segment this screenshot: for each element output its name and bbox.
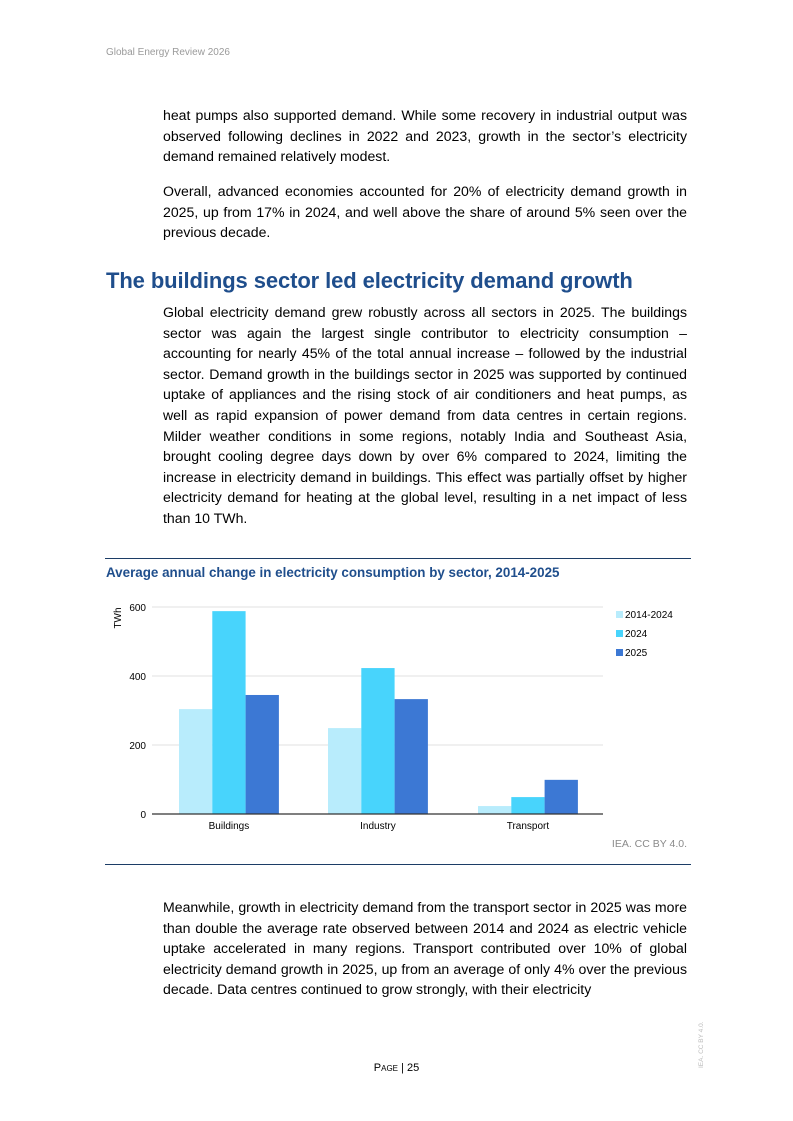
paragraph-advanced-economies: Overall, advanced economies accounted for 20% of electricity demand growth in 2025, up from 17% in 2024, and well above the share of around 5% seen over the previous decade. <box>163 183 687 241</box>
page-number-value: 25 <box>406 1062 420 1074</box>
y-axis-label: TWh <box>113 607 124 629</box>
x-tick-label: Industry <box>360 821 396 832</box>
legend-swatch <box>616 611 623 618</box>
bar-industry-2025 <box>395 699 428 814</box>
y-tick-label: 400 <box>129 672 146 683</box>
bar-industry-2024 <box>361 668 394 814</box>
legend-label: 2025 <box>625 648 648 659</box>
y-tick-label: 0 <box>140 810 146 821</box>
paragraph-transport: Meanwhile, growth in electricity demand from the transport sector in 2025 was more than double the average rate observed between 2014 and 2024 as electric vehicle uptake accelerated in many regions. Transport contributed over 10% of global electricity demand growth in 2025, up from an average of only 4% over the previous decade. Data centres continued to grow strongly, with their electricity <box>163 899 687 998</box>
bar-buildings-2014-2024 <box>179 709 212 814</box>
chart-plot <box>100 590 700 840</box>
bar-transport-2025 <box>545 780 578 814</box>
chart-title: Average annual change in electricity consumption by sector, 2014-2025 <box>106 565 560 580</box>
y-tick-label: 600 <box>129 603 146 614</box>
running-header: Global Energy Review 2026 <box>106 47 230 58</box>
legend-swatch <box>616 630 623 637</box>
legend-swatch <box>616 649 623 656</box>
paragraph-buildings: Global electricity demand grew robustly across all sectors in 2025. The buildings sector was again the largest single contributor to electricity consumption – accounting for nearly 45% of the total annual increase – followed by the industrial sector. Demand growth in the buildings sector in 2025 was supported by continued uptake of appliances and the rising stock of air conditioners and heat pumps, as well as rapid expansion of power demand from data centres in certain regions. Milder weather conditions in some regions, notably India and Southeast Asia, brought cooling degree days down by over 6% compared to 2024, limiting the increase in electricity demand in buildings. This effect was partially offset by higher electricity demand for heating at the global level, resulting in a net impact of less than 10 TWh. <box>163 304 687 526</box>
x-tick-label: Buildings <box>208 821 250 832</box>
bar-buildings-2024 <box>212 611 245 814</box>
y-tick-label: 200 <box>129 741 146 752</box>
bar-chart <box>100 590 700 840</box>
bar-transport-2014-2024 <box>478 806 511 814</box>
bar-transport-2024 <box>511 797 544 814</box>
chart-bottom-rule <box>105 864 691 865</box>
bar-buildings-2025 <box>246 695 279 814</box>
paragraph-industry: heat pumps also supported demand. While some recovery in industrial output was observed following declines in 2022 and 2023, growth in the sector’s electricity demand remained relatively modest. <box>163 107 687 165</box>
page-separator: | <box>398 1062 407 1074</box>
legend-label: 2014-2024 <box>625 610 673 621</box>
chart-top-rule <box>105 558 691 559</box>
x-tick-label: Transport <box>506 821 550 832</box>
section-heading: The buildings sector led electricity demand growth <box>106 268 633 293</box>
bar-industry-2014-2024 <box>328 728 361 814</box>
side-license-note: IEA. CC BY 4.0. <box>698 1021 705 1068</box>
chart-source: IEA. CC BY 4.0. <box>611 838 687 850</box>
legend-label: 2024 <box>625 629 648 640</box>
page-label: Page <box>373 1062 398 1074</box>
page-number <box>0 1062 793 1074</box>
